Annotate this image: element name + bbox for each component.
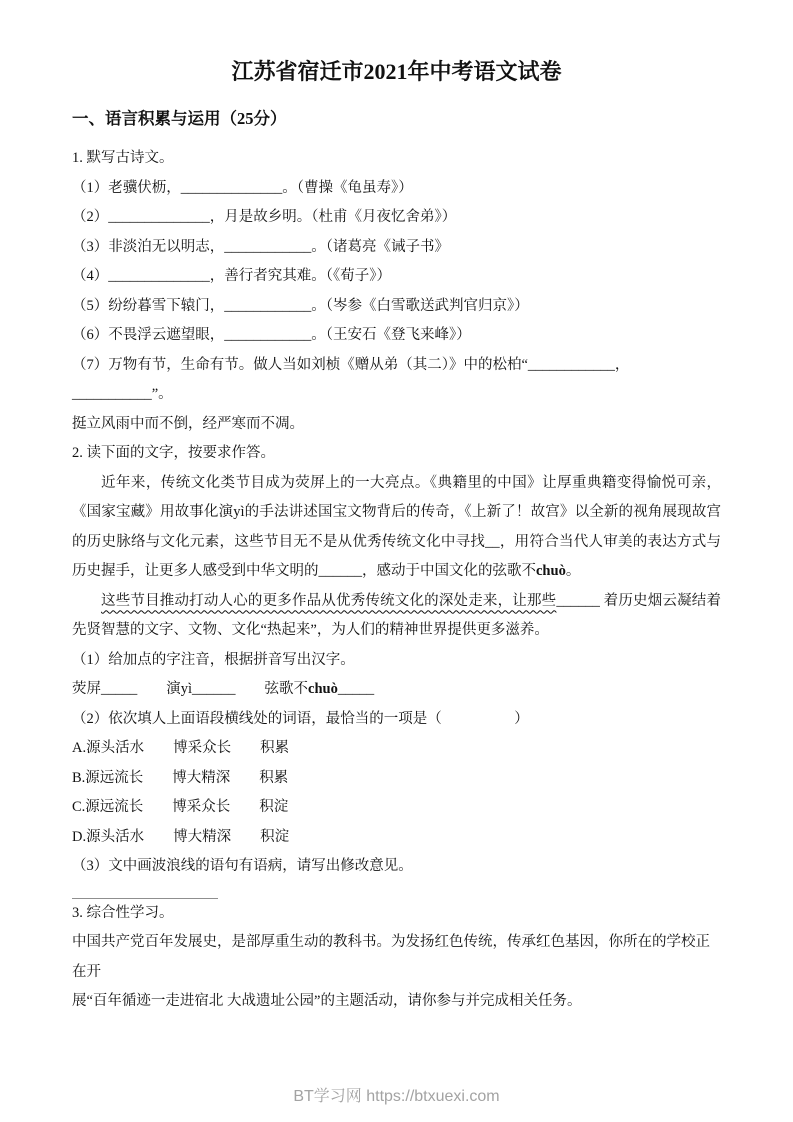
q2-sub-1: （1）给加点的字注音，根据拼音写出汉字。 (72, 651, 355, 668)
question-2-lead: 2. 读下面的文字，按要求作答。 (72, 445, 275, 461)
q1-item-7-continuation: 挺立风雨中而不倒，经严寒而不凋。 (72, 415, 304, 432)
q3-paragraph-line-1: 中国共产党百年发展史，是部厚重生动的教科书。为发扬红色传统，传承红色基因，你所在的学校正在开 (72, 934, 710, 980)
q2-passage-paragraph-1: 近年来，传统文化类节目成为荧 •屏上的一大亮点。《典籍里的中国》让厚重典籍变得愉悦可亲，《国家宝藏》用故事化演yì的手法讲述国宝文物背后的传奇，《上新了！故宫》以全新的视角展现故宫的历史脉络与文化元素，这些节目无不是从优秀传统文化中寻找__，用符合当代人审美的表达方式与历史握手，让更多人感受到中华文明的______，感动于中国文化的弦歌不chuò。 (72, 469, 721, 587)
q2-sub-2: （2）依次填人上面语段横线处的词语，最恰当的一项是（ ） (72, 710, 529, 727)
q1-item-7: （7）万物有节，生命有节。做人当如刘桢《赠从弟（其二）》中的松柏“____________，___________”。 (72, 356, 630, 402)
q2-sub-3: （3）文中画波浪线的语句有语病，请写出修改意见。 (72, 858, 413, 874)
q1-item-2: （2）______________，月是故乡明。（杜甫《月夜忆舍弟》） (72, 209, 457, 225)
q1-item-5: （5）纷纷暮雪下辕门，____________。（岑参《白雪歌送武判官归京》） (72, 297, 529, 314)
q1-item-4: （4）______________，善行者究其难。（《荀子》） (72, 268, 391, 284)
q1-item-1: （1）老骥伏枥，______________。（曹操《龟虽寿》） (72, 179, 413, 196)
page-title: 江苏省宿迁市2021年中考语文试卷 (231, 59, 562, 84)
q2-option-b: B.源远流长 博大精深 积累 (72, 769, 289, 786)
q1-item-6: （6）不畏浮云遮望眼，____________。（王安石《登飞来峰》） (72, 327, 471, 343)
q2-option-a: A.源头活水 博采众长 积累 (72, 740, 290, 756)
q2-option-c: C.源远流长 博采众长 积淀 (72, 799, 289, 815)
section-heading: 一、语言积累与运用（25分） (72, 109, 287, 128)
q2-option-d: D.源头活水 博大精深 积淀 (72, 828, 290, 845)
watermark-footer: BT学习网 https://btxuexi.com (293, 1088, 500, 1105)
document-page (72, 58, 721, 1017)
q2-pinyin-line: 荧 •屏_____ 演yì______ 弦歌不chuò_____ (72, 675, 721, 705)
question-1-lead: 1. 默写古诗文。 (72, 150, 174, 166)
question-3-lead: 3. 综合性学习。 (72, 904, 174, 921)
q1-item-3: （3）非淡泊无以明志，____________。（诸葛亮《诫子书》 (72, 238, 449, 255)
q3-paragraph-line-2: 展“百年循迹一走进宿北 大战遗址公园”的主题活动，请你参与并完成相关任务。 (72, 993, 582, 1009)
q2-passage-paragraph-2: 这些节目推动打动人心的更多作品从优秀传统文化的深处走来，让那些______ 着历史烟云凝结着先贤智慧的文字、文物、文化“热起来”，为人们的精神世界提供更多滋养。 (72, 592, 721, 638)
